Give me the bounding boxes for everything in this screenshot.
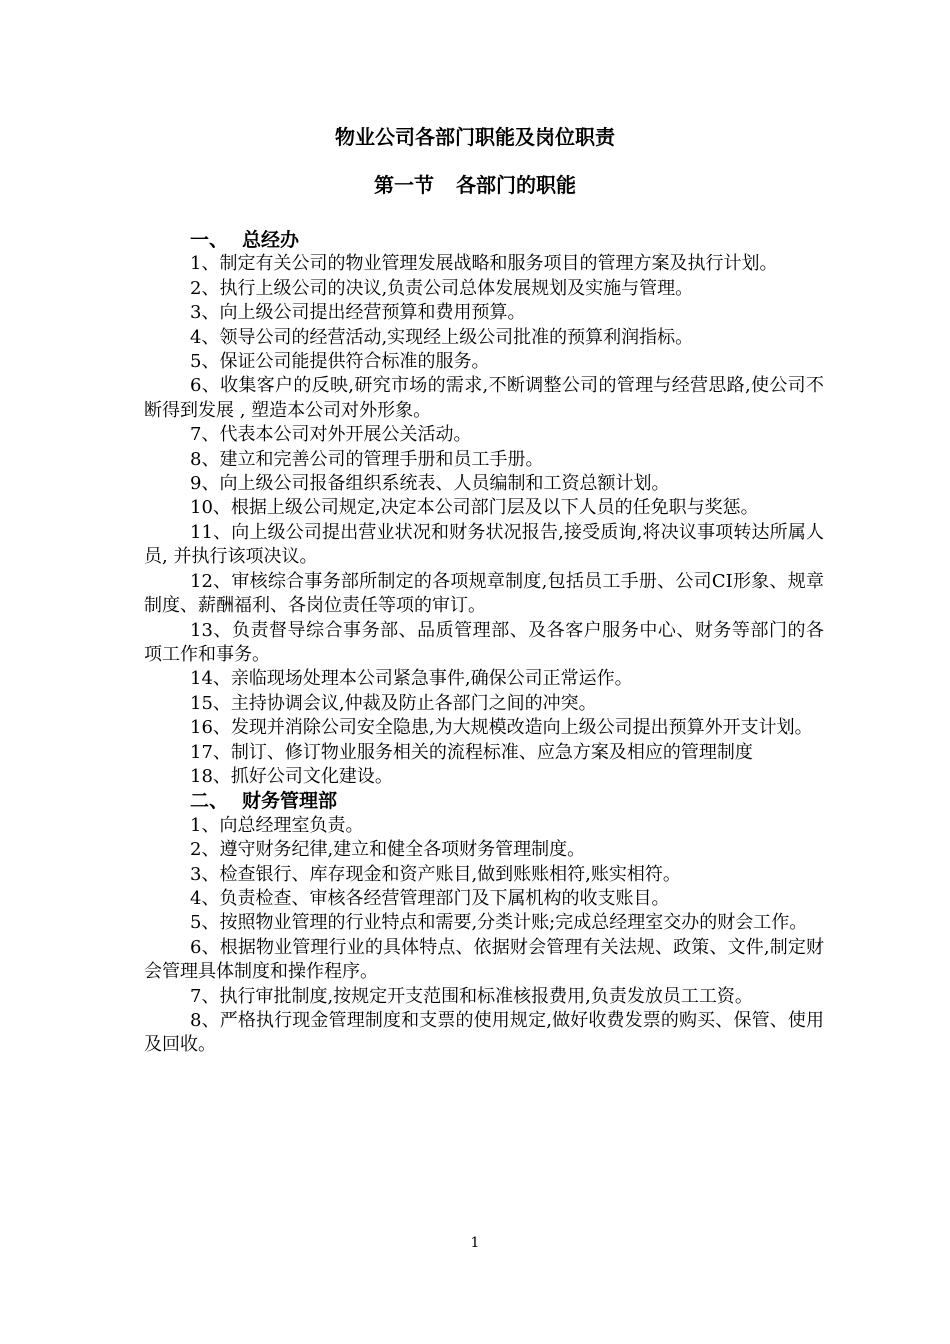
duty-item: 6、收集客户的反映,研究市场的需求,不断调整公司的管理与经营思路,使公司不断得到发展 , 塑造本公司对外形象。 [144,375,824,421]
duty-item: 1、向总经理室负责。 [190,814,364,836]
page-number: 1 [470,1235,480,1251]
duty-item: 4、领导公司的经营活动,实现经上级公司批准的预算利润指标。 [190,326,694,348]
duty-item: 3、检查银行、库存现金和资产账目,做到账账相符,账实相符。 [190,863,681,885]
duty-item: 11、向上级公司提出营业状况和财务状况报告,接受质询,将决议事项转达所属人员, 并执行该项决议。 [144,521,824,568]
duty-item: 5、按照物业管理的行业特点和需要,分类计账;完成总经理室交办的财会工作。 [190,912,808,934]
duty-item: 14、亲临现场处理本公司紧急事件,确保公司正常运作。 [190,668,633,690]
section-name: 各部门的职能 [456,173,576,197]
duty-item: 4、负责检查、审核各经营管理部门及下属机构的收支账目。 [190,887,670,909]
duty-item: 12、审核综合事务部所制定的各项规章制度,包括员工手册、公司CI形象、规章制度、薪酬福利、各岗位责任等项的审订。 [144,570,824,617]
duty-item: 17、制订、修订物业服务相关的流程标准、应急方案及相应的管理制度 [190,741,753,763]
duty-item: 1、制定有关公司的物业管理发展战略和服务项目的管理方案及执行计划。 [190,253,778,275]
document-title: 物业公司各部门职能及岗位职责 [335,125,615,149]
duty-item: 2、遵守财务纪律,建立和健全各项财务管理制度。 [190,839,586,861]
duty-item: 8、严格执行现金管理制度和支票的使用规定,做好收费发票的购买、保管、使用及回收。 [144,1010,824,1056]
duty-item: 7、执行审批制度,按规定开支范围和标准核报费用,负责发放员工工资。 [190,985,753,1007]
duty-item: 15、主持协调会议,仲裁及防止各部门之间的冲突。 [190,692,597,714]
duty-item: 13、负责督导综合事务部、品质管理部、及各客户服务中心、财务等部门的各项工作和事务。 [144,619,824,665]
duty-item: 18、抓好公司文化建设。 [190,765,393,787]
section-label: 第一节 [374,173,434,197]
department-heading [144,228,824,252]
department-heading [144,789,824,813]
section-title [0,172,950,198]
duty-item: 7、代表本公司对外开展公关活动。 [190,424,472,446]
duty-item: 3、向上级公司提出经营预算和费用预算。 [190,302,526,324]
department-number: 二、 [190,790,229,813]
department-name: 财务管理部 [242,790,338,813]
duty-item: 2、执行上级公司的决议,负责公司总体发展规划及实施与管理。 [190,277,694,299]
duty-item: 5、保证公司能提供符合标准的服务。 [190,351,490,373]
duty-item: 6、根据物业管理行业的具体特点、依据财会管理有关法规、政策、文件,制定财会管理具体制度和操作程序。 [144,936,824,983]
department-number: 一、 [190,229,229,251]
department-name: 总经办 [242,229,300,251]
document-body [144,228,824,1058]
duty-item: 8、建立和完善公司的管理手册和员工手册。 [190,448,544,470]
duty-item: 10、根据上级公司规定,决定本公司部门层及以下人员的任免职与奖惩。 [190,497,759,519]
duty-item: 16、发现并消除公司安全隐患,为大规模改造向上级公司提出预算外开支计划。 [190,717,813,739]
duty-item: 9、向上级公司报备组织系统表、人员编制和工资总额计划。 [190,473,670,495]
